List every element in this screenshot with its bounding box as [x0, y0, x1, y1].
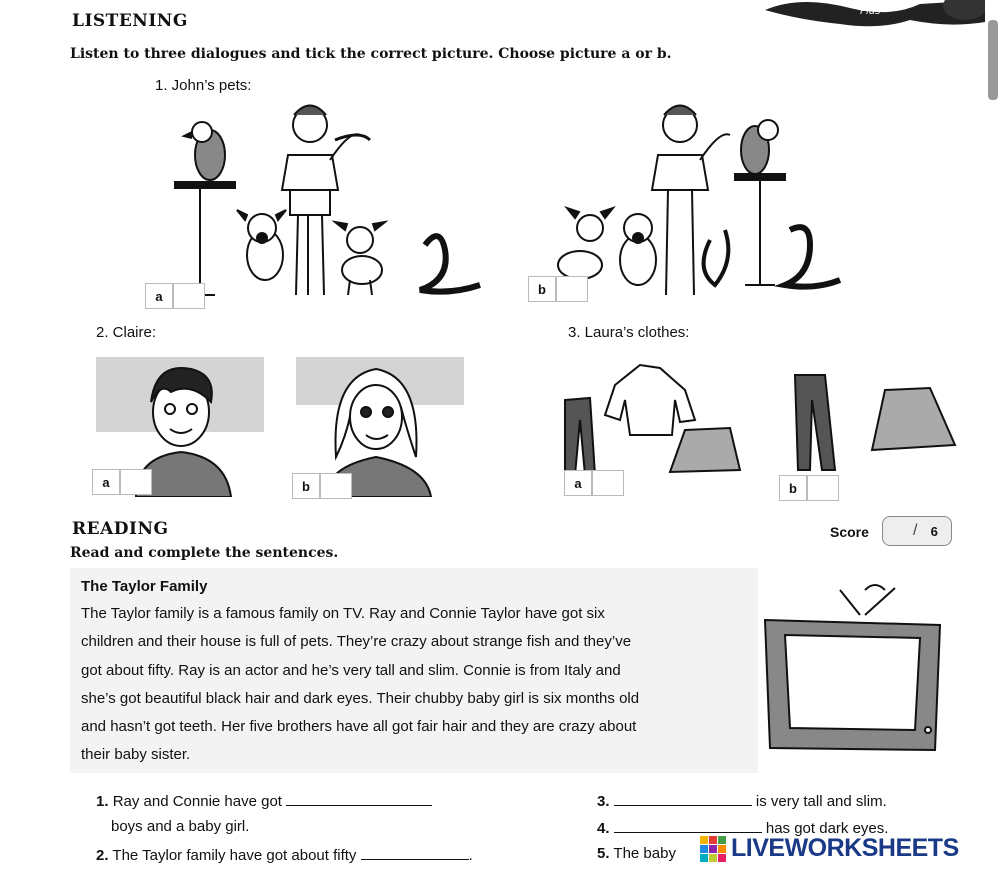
liveworksheets-logo-text: LIVEWORKSHEETS — [731, 834, 959, 862]
sentence-1-number: 1. — [96, 793, 109, 810]
option-2a-tickbox[interactable] — [120, 469, 152, 495]
picture-3a-lauras-clothes — [560, 360, 750, 480]
option-1a — [145, 283, 205, 309]
sentence-3-blank[interactable] — [614, 791, 752, 806]
score-total: 6 — [930, 523, 938, 539]
sentence-3 — [597, 791, 887, 810]
book-logo — [760, 0, 985, 30]
book-logo-graphic — [760, 0, 985, 30]
svg-text:Plus: Plus — [860, 6, 881, 17]
liveworksheets-logo — [700, 834, 959, 863]
liveworksheets-logo-icon — [700, 836, 728, 862]
picture-3b-lauras-clothes — [790, 370, 960, 480]
option-3b-tickbox[interactable] — [807, 475, 839, 501]
option-1a-tickbox[interactable] — [173, 283, 205, 309]
sentence-2-number: 2. — [96, 847, 109, 864]
sentence-4-blank[interactable] — [614, 818, 762, 833]
reading-title: READING — [72, 519, 169, 539]
reading-line: got about fifty. Ray is an actor and he’s very tall and slim. Connie is from Italy and — [81, 661, 621, 679]
option-2b-tickbox[interactable] — [320, 473, 352, 499]
reading-instruction: Read and complete the sentences. — [70, 545, 339, 561]
question-3-label: 3. Laura’s clothes: — [568, 324, 690, 341]
option-2a-label: a — [92, 469, 120, 495]
reading-line: their baby sister. — [81, 746, 191, 764]
score-label: Score — [830, 524, 869, 540]
option-1b — [528, 276, 588, 302]
sentence-4-number: 4. — [597, 820, 610, 837]
sentence-5-text: The baby — [613, 845, 676, 862]
question-2-label: 2. Claire: — [96, 324, 157, 341]
reading-line: she’s got beautiful black hair and dark eyes. Their chubby baby girl is six months old — [81, 689, 640, 707]
sentence-3-text: is very tall and slim. — [755, 793, 887, 810]
sentence-2-text: The Taylor family have got about fifty — [112, 847, 357, 864]
score-divider: / — [913, 522, 918, 539]
reading-line: children and their house is full of pets. They’re crazy about strange fish and they’ve — [81, 633, 632, 651]
option-2b — [292, 473, 352, 499]
option-3a — [564, 470, 624, 496]
option-3a-label: a — [564, 470, 592, 496]
option-2b-label: b — [292, 473, 320, 499]
score-box — [882, 516, 952, 546]
sentence-1-continued: boys and a baby girl. — [111, 818, 250, 835]
option-3b — [779, 475, 839, 501]
sentence-3-number: 3. — [597, 793, 610, 810]
option-1b-tickbox[interactable] — [556, 276, 588, 302]
score-input[interactable] — [883, 517, 913, 545]
option-1b-label: b — [528, 276, 556, 302]
sentence-5-number: 5. — [597, 845, 610, 862]
sentence-4-text: has got dark eyes. — [765, 820, 889, 837]
reading-line: and hasn’t got teeth. Her five brothers have all got fair hair and they are crazy about — [81, 718, 637, 736]
sentence-2-end: . — [468, 847, 473, 864]
listening-instruction: Listen to three dialogues and tick the correct picture. Choose picture a or b. — [70, 46, 672, 62]
listening-title: LISTENING — [72, 11, 188, 31]
sentence-1-text: Ray and Connie have got — [112, 793, 282, 810]
option-1a-label: a — [145, 283, 173, 309]
reading-text-title: The Taylor Family — [81, 578, 208, 595]
reading-text-body — [81, 600, 761, 770]
picture-1b-johns-pets — [550, 100, 850, 300]
sentence-2-blank[interactable] — [361, 845, 469, 860]
option-3a-tickbox[interactable] — [592, 470, 624, 496]
question-1-label: 1. John’s pets: — [155, 77, 252, 94]
option-3b-label: b — [779, 475, 807, 501]
tv-illustration — [760, 570, 945, 755]
sentence-5 — [597, 845, 676, 862]
sentence-1 — [96, 791, 432, 810]
picture-1a-johns-pets — [170, 100, 490, 300]
scrollbar[interactable] — [988, 20, 998, 100]
option-2a — [92, 469, 152, 495]
sentence-2 — [96, 845, 473, 864]
reading-line: The Taylor family is a famous family on TV. Ray and Connie Taylor have got six — [81, 605, 605, 622]
sentence-1-blank[interactable] — [286, 791, 432, 806]
